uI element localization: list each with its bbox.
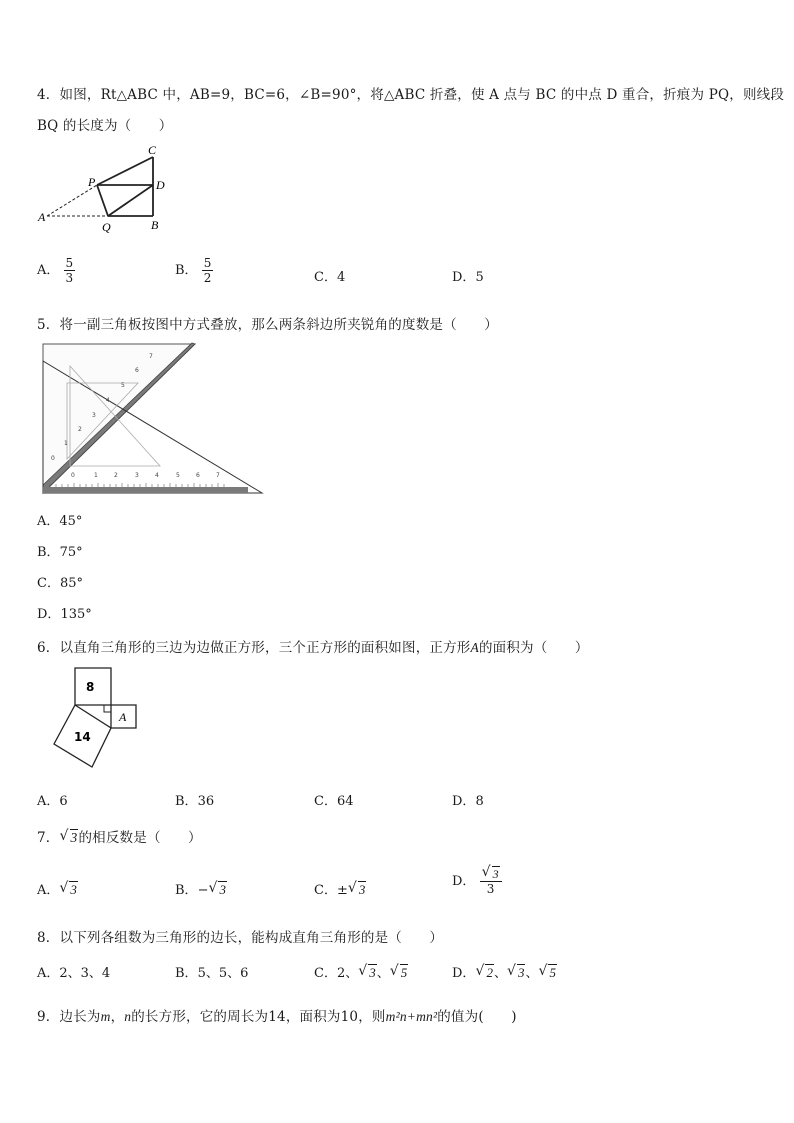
q5-bottom-ticks xyxy=(50,483,224,487)
q4-text-line1: 如图，Rt△ABC 中，AB=9，BC=6，∠B=90°，将△ABC 折叠，使 A 点与 BC 的中点 D 重合，折痕为 PQ，则线段 xyxy=(59,87,785,103)
q7-option-a-sqrt: √ 3 xyxy=(59,880,77,897)
q6-option-b[interactable] xyxy=(175,790,214,809)
q4-dashed-ap xyxy=(47,185,97,216)
q9-text-5: ，则 xyxy=(358,1009,386,1025)
q5-option-b-value: 75° xyxy=(59,545,83,560)
svg-text:4: 4 xyxy=(106,397,110,404)
q4-option-a[interactable] xyxy=(37,256,75,285)
q7-option-d-fraction xyxy=(480,864,502,896)
q7-option-c-radicand: 3 xyxy=(358,882,366,897)
q8-option-b-value: 5、5、6 xyxy=(197,966,249,981)
q4-option-b-fraction xyxy=(202,256,214,285)
q7-option-d-num: √ 3 xyxy=(480,867,502,882)
q7-radicand: 3 xyxy=(70,830,78,845)
q7-option-c-letter: C． xyxy=(314,883,337,898)
q8-text: 以下列各组数为三角形的边长，能构成直角三角形的是（ ） xyxy=(59,930,444,946)
q7-option-b-sqrt: √ 3 xyxy=(208,880,226,897)
q8-option-d[interactable] xyxy=(452,962,557,981)
q5-figure xyxy=(40,341,265,497)
q6-text-b: 的面积为（ ） xyxy=(478,640,589,656)
q7-option-b-radicand: 3 xyxy=(219,882,226,897)
q4-figure xyxy=(30,140,180,235)
q7-option-b-letter: B． xyxy=(175,883,198,898)
q5-bottom-band xyxy=(43,487,248,493)
q4-option-d[interactable] xyxy=(452,266,484,285)
q9-text-6: 的值为( ) xyxy=(437,1009,517,1025)
q4-label-a: A xyxy=(38,210,46,224)
q8-option-d-sep1: 、 xyxy=(493,966,507,981)
svg-text:4: 4 xyxy=(155,472,159,479)
q7-option-b-prefix: − xyxy=(197,883,209,898)
q6-option-d[interactable] xyxy=(452,790,484,809)
q7-option-d-letter: D． xyxy=(452,874,476,889)
q9-number: 9． xyxy=(37,1009,60,1025)
q4-option-d-value: 5 xyxy=(475,270,484,285)
q6-option-d-letter: D． xyxy=(452,794,476,809)
q4-label-b: B xyxy=(151,218,159,232)
q4-segment-qd xyxy=(108,185,153,216)
q5-option-a-value: 45° xyxy=(59,514,83,529)
q4-option-b-num: 5 xyxy=(203,256,212,270)
q8-option-d-sqrt1: √ 2 xyxy=(475,963,493,980)
q8-option-c-lead: 2、 xyxy=(336,966,359,981)
q8-option-d-sqrt2: √ 3 xyxy=(506,963,525,980)
q6-text-a: 以直角三角形的三边为边做正方形，三个正方形的面积如图，正方形 xyxy=(59,640,471,656)
q7-option-c[interactable] xyxy=(314,879,366,898)
svg-text:6: 6 xyxy=(196,472,200,479)
q6-var: A xyxy=(470,640,479,655)
q6-label-14: 14 xyxy=(74,730,91,744)
q5-option-b[interactable] xyxy=(37,541,83,560)
svg-text:3: 3 xyxy=(92,412,96,419)
q9-var-m: m xyxy=(100,1009,111,1024)
q8-option-c-letter: C． xyxy=(314,966,337,981)
q5-option-d-value: 135° xyxy=(60,607,92,622)
q7-option-a-letter: A． xyxy=(37,883,60,898)
q8-option-a-value: 2、3、4 xyxy=(59,966,111,981)
q9-var-n: n xyxy=(124,1009,132,1024)
q8-option-a[interactable] xyxy=(37,962,110,981)
svg-text:5: 5 xyxy=(176,472,180,479)
q9-line xyxy=(37,1005,517,1025)
q7-option-d-den: 3 xyxy=(486,882,495,896)
q8-option-a-letter: A． xyxy=(37,966,60,981)
q9-text-2: ， xyxy=(110,1009,125,1025)
svg-text:2: 2 xyxy=(114,472,118,479)
q8-option-b[interactable] xyxy=(175,962,248,981)
q4-option-b-letter: B． xyxy=(175,263,198,278)
q4-option-a-den: 3 xyxy=(65,271,74,285)
q7-option-b[interactable] xyxy=(175,879,227,898)
svg-text:6: 6 xyxy=(135,367,139,374)
q5-option-d-letter: D． xyxy=(37,607,61,622)
q8-option-d-sep2: 、 xyxy=(525,966,539,981)
q4-option-a-fraction xyxy=(64,256,76,285)
q7-number: 7． xyxy=(37,830,60,846)
svg-text:1: 1 xyxy=(64,440,68,447)
q6-label-8: 8 xyxy=(86,680,95,694)
q4-option-c-value: 4 xyxy=(336,270,346,285)
q6-option-a[interactable] xyxy=(37,790,68,809)
q7-line xyxy=(37,826,202,846)
svg-text:2: 2 xyxy=(78,426,82,433)
q8-option-b-letter: B． xyxy=(175,966,198,981)
q6-right-angle-mark xyxy=(104,705,111,712)
q4-option-c[interactable] xyxy=(314,266,345,285)
q5-option-c-value: 85° xyxy=(59,576,83,591)
q6-label-a: A xyxy=(119,710,127,724)
svg-text:7: 7 xyxy=(149,353,153,360)
q8-option-c-sqrt1: √ 3 xyxy=(358,963,376,980)
q4-text-line2: BQ 的长度为（ ） xyxy=(37,118,173,134)
q9-text-1: 边长为 xyxy=(59,1009,101,1025)
q4-segment-pq xyxy=(97,185,108,216)
q5-number: 5． xyxy=(37,317,60,333)
svg-text:5: 5 xyxy=(121,382,125,389)
q4-label-c: C xyxy=(148,143,157,157)
q4-option-d-letter: D． xyxy=(452,270,476,285)
q4-option-a-letter: A． xyxy=(37,263,60,278)
q5-option-c[interactable] xyxy=(37,572,83,591)
q5-ruler-h-labels xyxy=(71,472,220,479)
q6-option-c[interactable] xyxy=(314,790,354,809)
q5-option-c-letter: C． xyxy=(37,576,60,591)
q6-option-c-value: 64 xyxy=(336,794,354,809)
q5-option-d[interactable] xyxy=(37,603,92,622)
q5-line xyxy=(37,313,498,333)
q7-option-a[interactable] xyxy=(37,879,78,898)
q7-option-c-sqrt: √ 3 xyxy=(347,880,366,897)
q4-label-q: Q xyxy=(102,220,111,234)
q8-option-c-sqrt2: √ 5 xyxy=(389,963,408,980)
q7-option-d[interactable] xyxy=(452,864,502,896)
q6-option-c-letter: C． xyxy=(314,794,337,809)
q6-line xyxy=(37,636,589,656)
q9-expression: m²n+mn² xyxy=(385,1009,438,1024)
q7-text: 的相反数是（ ） xyxy=(78,830,202,846)
q6-option-d-value: 8 xyxy=(475,794,484,809)
q7-option-d-radicand: 3 xyxy=(492,867,499,881)
q5-text: 将一副三角板按图中方式叠放，那么两条斜边所夹锐角的度数是（ ） xyxy=(59,317,498,333)
q7-option-c-prefix: ± xyxy=(336,883,348,898)
q8-option-c-sep: 、 xyxy=(376,966,390,981)
q6-option-b-value: 36 xyxy=(197,794,215,809)
q8-number: 8． xyxy=(37,930,60,946)
q6-option-a-letter: A． xyxy=(37,794,60,809)
q4-label-p: P xyxy=(88,175,96,189)
svg-text:3: 3 xyxy=(135,472,139,479)
q5-option-a[interactable] xyxy=(37,510,82,529)
q4-number: 4． xyxy=(37,87,60,103)
q4-segment-cp xyxy=(97,157,153,185)
q4-option-c-letter: C． xyxy=(314,270,337,285)
q5-option-b-letter: B． xyxy=(37,545,60,560)
q8-line xyxy=(37,926,443,946)
q8-option-d-sqrt3: √ 5 xyxy=(538,963,556,980)
q6-option-b-letter: B． xyxy=(175,794,198,809)
q9-area: 10 xyxy=(340,1009,359,1025)
q4-option-a-num: 5 xyxy=(65,256,74,270)
q4-option-b[interactable] xyxy=(175,256,213,285)
q4-line1 xyxy=(37,83,784,103)
q9-perimeter: 14 xyxy=(268,1009,286,1025)
q8-option-d-letter: D． xyxy=(452,966,476,981)
svg-text:1: 1 xyxy=(94,472,98,479)
q8-option-c[interactable] xyxy=(314,962,408,981)
svg-text:0: 0 xyxy=(51,455,55,462)
q6-number: 6． xyxy=(37,640,60,656)
q5-option-a-letter: A． xyxy=(37,514,60,529)
q6-option-a-value: 6 xyxy=(59,794,68,809)
q9-text-4: ，面积为 xyxy=(285,1009,341,1025)
svg-text:0: 0 xyxy=(71,472,75,479)
q9-text-3: 的长方形，它的周长为 xyxy=(131,1009,269,1025)
q7-sqrt: √ 3 xyxy=(59,828,78,845)
q4-option-b-den: 2 xyxy=(203,271,212,285)
svg-text:7: 7 xyxy=(216,472,220,479)
q4-label-d: D xyxy=(156,178,165,192)
q6-figure xyxy=(50,664,140,774)
q7-option-a-radicand: 3 xyxy=(70,882,77,897)
